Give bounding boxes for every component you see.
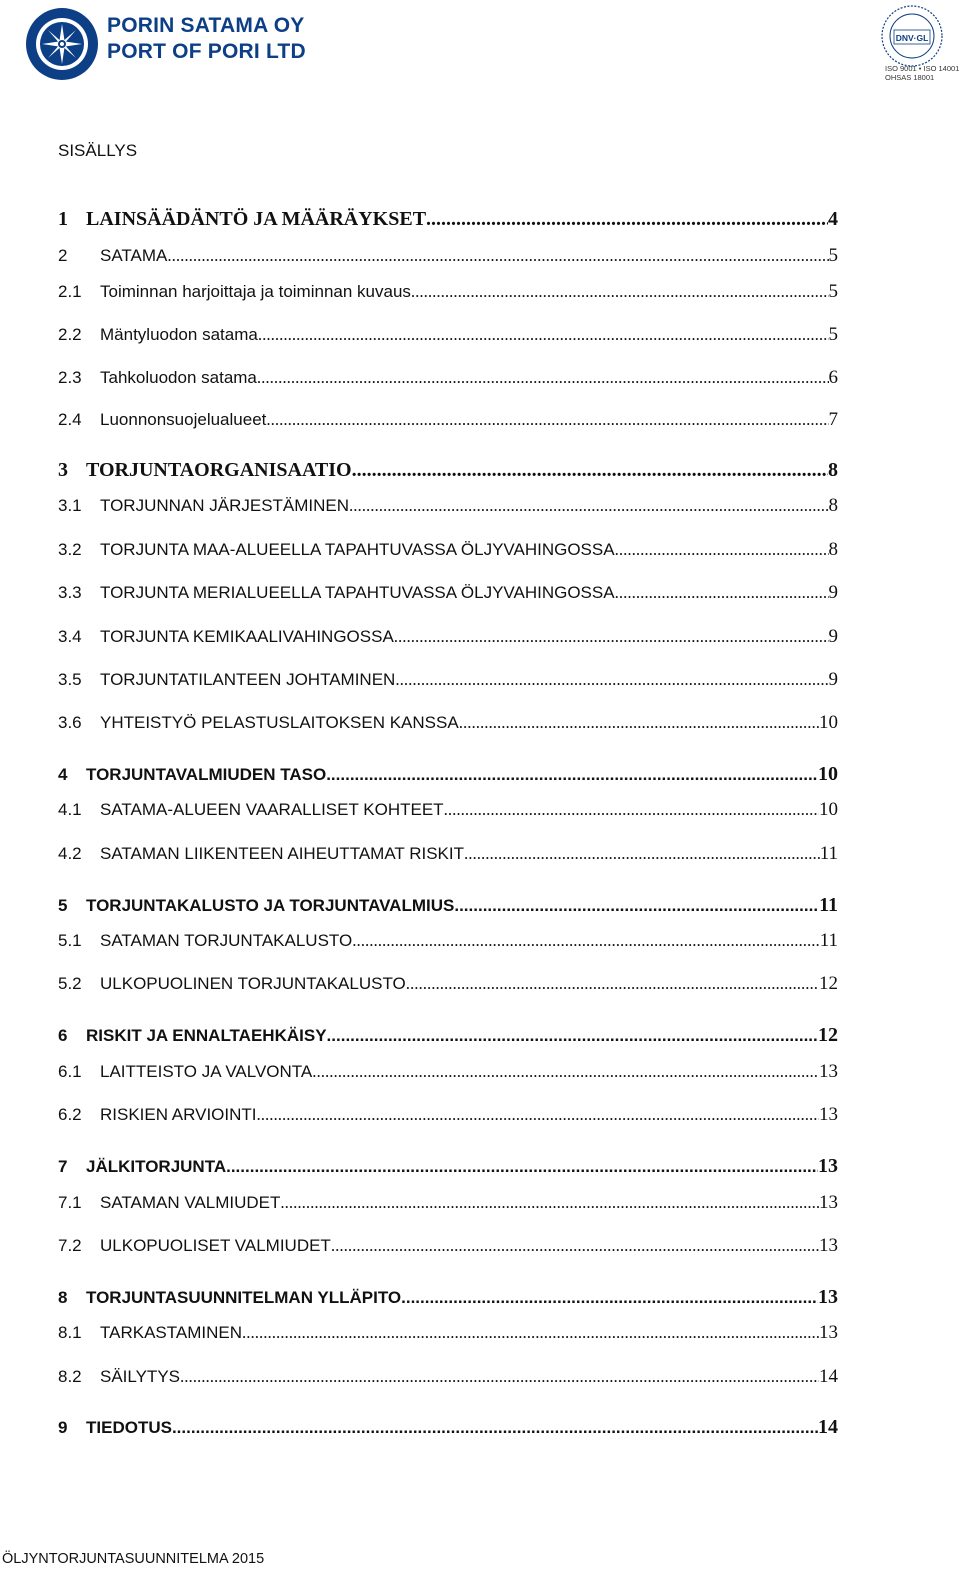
toc-entry-page: 12 (819, 973, 838, 994)
toc-leader-dots (167, 246, 828, 266)
toc-leader-dots (394, 627, 829, 647)
toc-leader-dots (464, 844, 820, 864)
toc-entry-title: YHTEISTYÖ PELASTUSLAITOKSEN KANSSA (100, 713, 459, 732)
toc-entry[interactable] (58, 930, 838, 952)
toc-entry-page: 5 (828, 281, 838, 302)
toc-title: SISÄLLYS (58, 141, 138, 160)
toc-entry-number: 3.4 (58, 627, 82, 646)
toc-entry[interactable] (58, 1286, 838, 1309)
toc-entry-page: 14 (819, 1366, 838, 1387)
toc-entry[interactable] (58, 669, 838, 691)
toc-entry-page: 8 (828, 495, 838, 516)
toc-leader-dots (401, 1288, 818, 1308)
toc-entry-title: Tahkoluodon satama (100, 368, 257, 387)
toc-entry-title: ULKOPUOLINEN TORJUNTAKALUSTO (100, 974, 406, 993)
toc-entry-page: 12 (818, 1024, 838, 1046)
toc-leader-dots (406, 974, 819, 994)
toc-entry[interactable] (58, 843, 838, 865)
toc-leader-dots (426, 208, 828, 231)
toc-entry-title: RISKIEN ARVIOINTI (100, 1105, 257, 1124)
company-name-en: PORT OF PORI LTD (107, 40, 306, 63)
toc-entry[interactable] (58, 1155, 838, 1178)
toc-entry-page: 13 (819, 1061, 838, 1082)
toc-leader-dots (242, 1323, 819, 1343)
toc-entry[interactable] (58, 799, 838, 821)
toc-entry-number: 6.1 (58, 1062, 82, 1081)
toc-entry-title: TORJUNTA MERIALUEELLA TAPAHTUVASSA ÖLJYVAHINGOSSA (100, 583, 615, 602)
toc-entry-page: 8 (828, 539, 838, 560)
toc-entry-title: TORJUNNAN JÄRJESTÄMINEN (100, 496, 350, 515)
toc-entry[interactable] (58, 281, 838, 303)
toc-entry-number: 8.2 (58, 1367, 82, 1386)
toc-entry[interactable] (58, 894, 838, 917)
toc-entry[interactable] (58, 973, 838, 995)
toc-entry-page: 10 (819, 799, 838, 820)
toc-entry-number: 2.1 (58, 282, 82, 301)
toc-entry-title: SATAMAN VALMIUDET (100, 1193, 281, 1212)
page-header (0, 0, 960, 90)
cert-line-1: ISO 9001 • ISO 14001 (885, 64, 960, 73)
toc-entry-title: TORJUNTASUUNNITELMAN YLLÄPITO (86, 1288, 402, 1307)
toc-entry-number: 2.2 (58, 325, 82, 344)
toc-entry-title: SÄILYTYS (100, 1367, 180, 1386)
toc-entry-page: 6 (828, 367, 838, 388)
toc-leader-dots (257, 1105, 819, 1125)
toc-entry-number: 7.1 (58, 1193, 82, 1212)
toc-entry[interactable] (58, 763, 838, 786)
toc-entry-page: 7 (828, 409, 838, 430)
toc-entry-number: 9 (58, 1418, 68, 1437)
toc-entry-title: Mäntyluodon satama (100, 325, 258, 344)
port-seal-logo (24, 6, 100, 82)
toc-entry-title: JÄLKITORJUNTA (86, 1157, 227, 1176)
toc-entry-number: 8 (58, 1288, 68, 1307)
toc-entry[interactable] (58, 459, 838, 482)
toc-entry[interactable] (58, 1104, 838, 1126)
toc-leader-dots (444, 800, 819, 820)
toc-entry-number: 5 (58, 896, 68, 915)
toc-entry-title: TIEDOTUS (86, 1418, 172, 1437)
toc-entry-page: 13 (819, 1322, 838, 1343)
toc-entry-title: RISKIT JA ENNALTAEHKÄISY (86, 1026, 327, 1045)
toc-leader-dots (349, 496, 828, 516)
company-name (107, 14, 306, 64)
cert-brand: DNV·GL (895, 33, 929, 43)
toc-entry-number: 3.3 (58, 583, 82, 602)
toc-leader-dots (411, 282, 829, 302)
toc-entry-number: 1 (58, 208, 68, 230)
toc-leader-dots (352, 459, 828, 482)
toc-entry-title: TORJUNTAVALMIUDEN TASO (86, 765, 327, 784)
toc-leader-dots (352, 931, 819, 951)
toc-entry-page: 13 (819, 1192, 838, 1213)
toc-entry-title: TORJUNTAKALUSTO JA TORJUNTAVALMIUS (86, 896, 455, 915)
toc-entry-number: 2.3 (58, 368, 82, 387)
toc-entry-title: Toiminnan harjoittaja ja toiminnan kuvaus (100, 282, 411, 301)
toc-entry[interactable] (58, 409, 838, 431)
toc-entry-number: 5.1 (58, 931, 82, 950)
toc-entry-page: 5 (828, 324, 838, 345)
toc-entry-title: TORJUNTA KEMIKAALIVAHINGOSSA (100, 627, 394, 646)
toc-entry-page: 4 (828, 208, 838, 230)
toc-entry-page: 9 (828, 669, 838, 690)
toc-entry-number: 3.6 (58, 713, 82, 732)
toc-leader-dots (180, 1367, 819, 1387)
toc-entry-page: 8 (828, 459, 838, 481)
toc-entry-page: 11 (819, 930, 838, 951)
toc-entry[interactable] (58, 539, 838, 561)
toc-entry[interactable] (58, 1416, 838, 1439)
toc-entry-title: TORJUNTAORGANISAATIO (86, 459, 352, 481)
toc-entry[interactable] (58, 626, 838, 648)
toc-entry-page: 5 (828, 245, 838, 266)
toc-entry-title: TORJUNTATILANTEEN JOHTAMINEN (100, 670, 396, 689)
toc-entry-number: 3.1 (58, 496, 82, 515)
toc-entry[interactable] (58, 712, 838, 734)
toc-entry-number: 5.2 (58, 974, 82, 993)
toc-entry-number: 6.2 (58, 1105, 82, 1124)
company-name-fi: PORIN SATAMA OY (107, 14, 305, 37)
toc-leader-dots (172, 1418, 818, 1438)
toc-entry-title: LAITTEISTO JA VALVONTA (100, 1062, 313, 1081)
toc-entry-title: ULKOPUOLISET VALMIUDET (100, 1236, 331, 1255)
toc-entry[interactable] (58, 495, 838, 517)
toc-entry[interactable] (58, 1192, 838, 1214)
toc-entry-number: 4.2 (58, 844, 82, 863)
cert-line-2: OHSAS 18001 (885, 73, 935, 82)
toc-entry-number: 3 (58, 459, 68, 481)
toc-entry-title: SATAMAN TORJUNTAKALUSTO (100, 931, 353, 950)
toc-entry-page: 13 (818, 1155, 838, 1177)
toc-entry-title: LAINSÄÄDÄNTÖ JA MÄÄRÄYKSET (86, 208, 427, 230)
toc-entry[interactable] (58, 1366, 838, 1388)
toc-entry[interactable] (58, 1061, 838, 1083)
toc-entry[interactable] (58, 245, 838, 267)
toc-leader-dots (331, 1236, 819, 1256)
toc-leader-dots (459, 713, 819, 733)
toc-entry-number: 4 (58, 765, 68, 784)
toc-entry[interactable] (58, 1024, 838, 1047)
toc-entry-page: 10 (818, 763, 838, 785)
toc-entry-number: 3.2 (58, 540, 82, 559)
toc-entry-page: 14 (818, 1416, 838, 1438)
cert-standards (885, 64, 959, 82)
toc-entry-number: 2 (58, 246, 68, 265)
toc-entry[interactable] (58, 367, 838, 389)
toc-entry[interactable] (58, 582, 838, 604)
toc-entry-page: 11 (819, 894, 838, 916)
toc-leader-dots (258, 325, 829, 345)
toc-entry[interactable] (58, 1235, 838, 1257)
toc-entry-number: 7 (58, 1157, 68, 1176)
toc-entry[interactable] (58, 324, 838, 346)
toc-leader-dots (257, 368, 829, 388)
toc-entry-page: 13 (819, 1235, 838, 1256)
toc-entry-title: TORJUNTA MAA-ALUEELLA TAPAHTUVASSA ÖLJYVAHINGOSSA (100, 540, 615, 559)
toc-entry[interactable] (58, 1322, 838, 1344)
toc-entry-page: 13 (818, 1286, 838, 1308)
toc-leader-dots (615, 540, 829, 560)
toc-entry-page: 9 (828, 582, 838, 603)
toc-entry-number: 8.1 (58, 1323, 82, 1342)
toc-entry-number: 3.5 (58, 670, 82, 689)
toc-entry-number: 4.1 (58, 800, 82, 819)
toc-leader-dots (615, 583, 829, 603)
toc-entry-number: 7.2 (58, 1236, 82, 1255)
toc-leader-dots (326, 765, 818, 785)
toc-entry-title: SATAMAN LIIKENTEEN AIHEUTTAMAT RISKIT (100, 844, 464, 863)
toc-entry-title: Luonnonsuojelualueet (100, 410, 267, 429)
toc-entry-title: TARKASTAMINEN (100, 1323, 242, 1342)
toc-leader-dots (266, 410, 828, 430)
toc-leader-dots (312, 1062, 819, 1082)
toc-entry-title: SATAMA-ALUEEN VAARALLISET KOHTEET (100, 800, 444, 819)
toc-leader-dots (327, 1026, 818, 1046)
toc-entry-number: 6 (58, 1026, 68, 1045)
toc-entry-number: 2.4 (58, 410, 82, 429)
toc-leader-dots (226, 1157, 818, 1177)
toc-leader-dots (280, 1193, 819, 1213)
toc-entry[interactable] (58, 208, 838, 231)
toc-entry-page: 11 (819, 843, 838, 864)
document-footer: ÖLJYNTORJUNTASUUNNITELMA 2015 (2, 1551, 265, 1567)
toc-entry-page: 10 (819, 712, 838, 733)
toc-leader-dots (454, 896, 819, 916)
toc-leader-dots (395, 670, 828, 690)
toc-entry-page: 13 (819, 1104, 838, 1125)
toc-entry-title: SATAMA (100, 246, 168, 265)
toc-entry-page: 9 (828, 626, 838, 647)
